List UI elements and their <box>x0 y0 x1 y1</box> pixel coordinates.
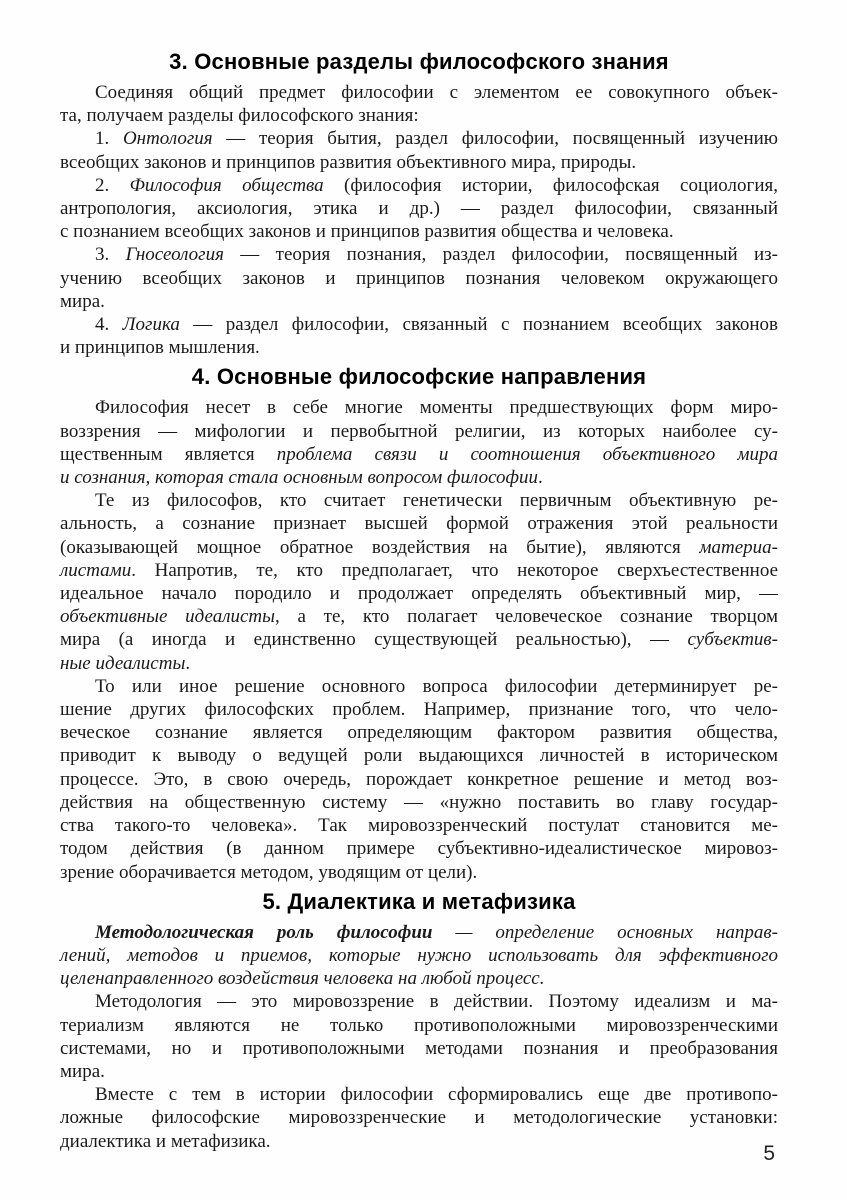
text-line <box>60 443 778 466</box>
text-line <box>60 921 778 944</box>
text-line <box>60 837 778 860</box>
italic-text: субъектив- <box>687 629 778 651</box>
body-text: и принципов мышления. <box>60 337 260 359</box>
text-line <box>60 744 778 767</box>
page-content <box>60 44 778 1153</box>
body-text: диалектика и метафизика. <box>60 1130 271 1152</box>
body-text: учению всеобщих законов и принципов познания человеком окружающего <box>60 267 778 289</box>
paragraph-logic <box>60 313 778 359</box>
section-main-directions <box>60 364 778 883</box>
body-text: 4. <box>95 314 123 336</box>
text-line <box>60 698 778 721</box>
text-line <box>60 396 778 419</box>
text-line <box>60 336 778 359</box>
text-line <box>60 1014 778 1037</box>
body-text: териализм являются не только противоположными мировоззренческими <box>60 1014 778 1036</box>
text-line <box>60 536 778 559</box>
text-line <box>60 559 778 582</box>
body-text: 3. <box>95 244 126 266</box>
italic-text: ные идеалисты <box>60 652 186 674</box>
text-line <box>60 791 778 814</box>
paragraph-society-philosophy <box>60 174 778 244</box>
section-heading: 4. Основные философские направления <box>191 364 647 390</box>
body-text: воззрения — мифологии и первобытной религии, из которых наиболее су- <box>60 420 778 442</box>
text-line <box>60 267 778 290</box>
text-line <box>60 967 778 990</box>
body-text: , а те, кто полагает человеческое сознание творцом <box>275 606 778 628</box>
text-line <box>60 861 778 884</box>
italic-text: и сознания, которая стала основным вопросом философии <box>60 467 539 489</box>
section-heading: 5. Диалектика и метафизика <box>262 888 576 914</box>
body-text: Методология — это мировоззрение в действии. Поэтому идеализм и ма- <box>95 991 778 1013</box>
body-text: Те из философов, кто считает генетически первичным объективную ре- <box>95 490 778 512</box>
italic-text: Гносеология <box>125 244 224 266</box>
text-line <box>60 104 778 127</box>
paragraph <box>60 81 778 127</box>
paragraph-methodological-role <box>60 921 778 991</box>
body-text: шение других философских проблем. Например, признание того, что чело- <box>60 699 778 721</box>
section-dialectics-metaphysics <box>60 889 778 1153</box>
body-text: — теория познания, раздел философии, посвященный из- <box>223 244 778 266</box>
body-text: То или иное решение основного вопроса философии детерминирует ре- <box>95 675 778 697</box>
body-text: ложные философские мировоззренческие и методологические установки: <box>60 1107 778 1129</box>
body-text: тодом действия (в данном примере субъективно-идеалистическое мировоз- <box>60 838 778 860</box>
paragraph-ontology <box>60 127 778 173</box>
body-text: Философия несет в себе многие моменты предшествующих форм миро- <box>95 397 778 419</box>
body-text: альность, а сознание признает высшей формой отражения этой реальности <box>60 513 778 535</box>
body-text: та, получаем разделы философского знания: <box>60 105 419 127</box>
body-text: всеобщих законов и принципов развития объективного мира, природы. <box>60 151 637 173</box>
body-text: 2. <box>95 174 130 196</box>
body-text: . <box>538 467 543 489</box>
body-text: зрение оборачивается методом, уводящим от цели). <box>60 861 478 883</box>
paragraph-gnoseology <box>60 243 778 313</box>
italic-text: листами <box>60 559 132 581</box>
italic-text: целенаправленного воздействия человека на любой процесс. <box>60 968 545 990</box>
text-line <box>60 628 778 651</box>
paragraph <box>60 675 778 884</box>
body-text: 1. <box>95 128 123 150</box>
body-text: мира (а иногда и единственно существующей реальностью), — <box>60 629 688 651</box>
italic-text: Логика <box>122 314 180 336</box>
italic-text: материа- <box>699 536 778 558</box>
text-line <box>60 1083 778 1106</box>
body-text: (оказывающей мощное обратное воздействия на бытие), являются <box>60 536 700 558</box>
text-line <box>60 197 778 220</box>
text-line <box>60 721 778 744</box>
text-line <box>60 944 778 967</box>
text-line <box>60 243 778 266</box>
text-line <box>60 290 778 313</box>
text-line <box>60 814 778 837</box>
body-text: Соединяя общий предмет философии с элементом ее совокупного объек- <box>95 82 778 103</box>
text-line <box>60 420 778 443</box>
paragraph <box>60 990 778 1083</box>
body-text: мира. <box>60 1060 105 1082</box>
text-line <box>60 652 778 675</box>
text-line <box>60 1060 778 1083</box>
text-line <box>60 512 778 535</box>
text-line <box>60 174 778 197</box>
text-line <box>60 489 778 512</box>
body-text: . <box>185 652 191 674</box>
text-line <box>60 151 778 174</box>
body-text: ства такого-то человека». Так мировоззренческий постулат становится ме- <box>60 815 778 837</box>
body-text: мира. <box>60 290 105 312</box>
body-text: — раздел философии, связанный с познанием всеобщих законов <box>179 314 779 336</box>
text-line <box>60 1130 778 1153</box>
paragraph <box>60 489 778 675</box>
text-line <box>60 675 778 698</box>
body-text: системами, но и противоположными методами познания и преобразования <box>60 1037 778 1059</box>
body-text: антропология, аксиология, этика и др.) — раздел философии, связанный <box>60 198 778 220</box>
text-line <box>60 220 778 243</box>
text-line <box>60 1106 778 1129</box>
body-text: . Напротив, те, кто предполагает, что некоторое сверхъестественное <box>131 559 778 581</box>
body-text: (философия истории, философская социология, <box>323 174 778 196</box>
italic-text: лений, методов и приемов, которые нужно использовать для эффективного <box>60 944 778 966</box>
italic-text: Философия общества <box>129 174 324 196</box>
body-text: щественным является <box>60 443 277 465</box>
italic-text: — определение основных направ- <box>432 921 778 943</box>
italic-text: проблема связи и соотношения объективного мира <box>276 443 779 465</box>
italic-text: Онтология <box>122 128 213 150</box>
section-main-branches <box>60 49 778 359</box>
text-line <box>60 605 778 628</box>
text-line <box>60 313 778 336</box>
text-line <box>60 990 778 1013</box>
body-text: веческое сознание является определяющим фактором развития общества, <box>60 722 778 744</box>
body-text: процессе. Это, в свою очередь, порождает конкретное решение и метод воз- <box>60 768 778 790</box>
text-line <box>60 127 778 150</box>
text-line <box>60 466 778 489</box>
paragraph <box>60 396 778 489</box>
text-line <box>60 1037 778 1060</box>
body-text: Вместе с тем в истории философии сформировались еще две противопо- <box>95 1084 778 1106</box>
body-text: — теория бытия, раздел философии, посвященный изучению <box>212 128 779 150</box>
italic-text: объективные идеалисты <box>60 606 276 628</box>
text-line <box>60 582 778 605</box>
text-line <box>60 768 778 791</box>
body-text: идеальное начало породило и продолжает определять объективный мир, — <box>60 583 778 605</box>
text-line <box>60 81 778 104</box>
paragraph <box>60 1083 778 1153</box>
section-heading: 3. Основные разделы философского знания <box>169 49 669 74</box>
bold-italic-text: Методологическая роль философии <box>95 921 433 943</box>
body-text: действия на общественную систему — «нужно поставить во главу государ- <box>60 791 778 813</box>
body-text: с познанием всеобщих законов и принципов развития общества и человека. <box>60 221 674 243</box>
page-number: 5 <box>763 1142 775 1165</box>
body-text: приводит к выводу о ведущей роли выдающихся личностей в историческом <box>60 745 778 767</box>
